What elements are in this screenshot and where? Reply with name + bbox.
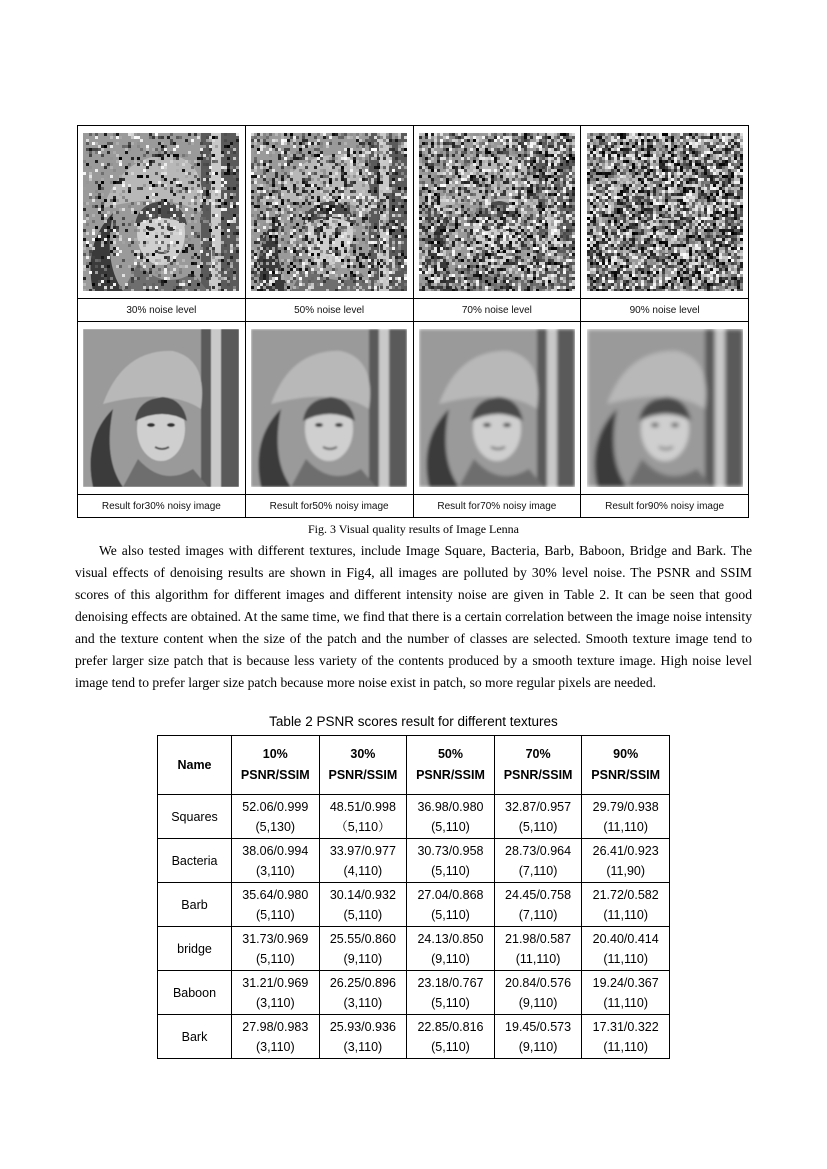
param-value: (5,110) [431, 1039, 470, 1054]
score-value: 26.25/0.896 [329, 975, 396, 990]
score-value: 31.73/0.969 [242, 931, 309, 946]
table-cell [232, 795, 320, 839]
result-caption-50: Result for50% noisy image [245, 495, 413, 518]
row-name-cell: Barb [158, 883, 232, 927]
score-value: 28.73/0.964 [505, 843, 572, 858]
header-metric: PSNR/SSIM [328, 768, 398, 782]
header-level: 50% [437, 747, 463, 761]
table-cell [407, 795, 495, 839]
score-value: 23.18/0.767 [417, 975, 484, 990]
table-row [158, 927, 670, 971]
figure-grid [77, 125, 749, 518]
table-cell [582, 927, 670, 971]
score-value: 38.06/0.994 [242, 843, 309, 858]
psnr-table [157, 735, 670, 1059]
param-value: (7,110) [518, 907, 558, 922]
score-value: 21.98/0.587 [505, 931, 572, 946]
score-value: 21.72/0.582 [592, 887, 659, 902]
noise-caption-90: 90% noise level [581, 299, 749, 322]
result-caption-30: Result for30% noisy image [78, 495, 246, 518]
table-cell [494, 795, 582, 839]
table-cell [494, 1015, 582, 1059]
param-value: (11,110) [603, 995, 649, 1010]
header-name-label: Name [177, 757, 212, 772]
table-cell [494, 883, 582, 927]
score-value: 33.97/0.977 [329, 843, 396, 858]
score-value: 36.98/0.980 [417, 799, 484, 814]
noisy-lenna-image-50 [251, 133, 407, 291]
header-metric: PSNR/SSIM [240, 768, 310, 782]
result-caption-70: Result for70% noisy image [413, 495, 581, 518]
score-value: 52.06/0.999 [242, 799, 309, 814]
param-value: (5,110) [255, 951, 295, 966]
param-value: (5,110) [431, 863, 470, 878]
header-metric: PSNR/SSIM [591, 768, 661, 782]
denoised-lenna-image-70 [419, 329, 575, 487]
score-value: 27.04/0.868 [417, 887, 484, 902]
table-cell [407, 883, 495, 927]
row-name-cell: bridge [158, 927, 232, 971]
table-cell [232, 839, 320, 883]
param-value: (9,110) [518, 1039, 558, 1054]
param-value: (5,110) [518, 819, 558, 834]
score-value: 30.73/0.958 [417, 843, 484, 858]
result-image-cell-30 [78, 322, 246, 495]
result-image-cell-90 [581, 322, 749, 495]
table-cell [582, 839, 670, 883]
score-value: 19.24/0.367 [592, 975, 659, 990]
noisy-lenna-image-30 [83, 133, 239, 291]
param-value: (9,110) [518, 995, 558, 1010]
score-value: 27.98/0.983 [242, 1019, 309, 1034]
noise-caption-50: 50% noise level [245, 299, 413, 322]
param-value: (9,110) [431, 951, 470, 966]
row-name-cell: Bark [158, 1015, 232, 1059]
param-value: (5,110) [431, 907, 470, 922]
row-name-cell: Baboon [158, 971, 232, 1015]
score-value: 32.87/0.957 [505, 799, 572, 814]
table-cell [407, 971, 495, 1015]
param-value: (5,130) [255, 819, 296, 834]
header-metric: PSNR/SSIM [416, 768, 485, 782]
table-cell [582, 971, 670, 1015]
header-name [158, 736, 232, 795]
param-value: (11,110) [603, 907, 649, 922]
param-value: (11,110) [603, 819, 649, 834]
header-level: 30% [350, 747, 376, 761]
param-value: (5,110) [431, 995, 470, 1010]
table-row [158, 839, 670, 883]
table-row [158, 795, 670, 839]
result-image-cell-70 [413, 322, 581, 495]
table-cell [319, 971, 407, 1015]
table-cell [232, 971, 320, 1015]
table-cell [232, 883, 320, 927]
param-value: (3,110) [343, 1039, 383, 1054]
score-value: 31.21/0.969 [242, 975, 309, 990]
param-value: (9,110) [343, 951, 383, 966]
noisy-image-cell-30 [78, 126, 246, 299]
param-value: (5,110) [255, 907, 295, 922]
header-50 [407, 736, 495, 795]
score-value: 30.14/0.932 [329, 887, 396, 902]
row-name-cell: Bacteria [158, 839, 232, 883]
figure-caption: Fig. 3 Visual quality results of Image Lenna [307, 522, 520, 536]
table-cell [232, 1015, 320, 1059]
score-value: 24.45/0.758 [505, 887, 572, 902]
header-90 [582, 736, 670, 795]
param-value: (3,110) [343, 995, 383, 1010]
noisy-lenna-image-70 [419, 133, 575, 291]
score-value: 25.93/0.936 [329, 1019, 396, 1034]
param-value: (11,90) [606, 863, 646, 878]
param-value: (4,110) [343, 863, 383, 878]
table-cell [582, 883, 670, 927]
table-cell [232, 927, 320, 971]
table-cell [407, 1015, 495, 1059]
header-metric: PSNR/SSIM [503, 768, 573, 782]
score-value: 17.31/0.322 [592, 1019, 659, 1034]
score-value: 35.64/0.980 [242, 887, 309, 902]
param-value: (11,110) [603, 1039, 649, 1054]
table-title: Table 2 PSNR scores result for different textures [269, 714, 558, 729]
noise-caption-70: 70% noise level [413, 299, 581, 322]
param-value: (3,110) [255, 995, 295, 1010]
param-value: (5,110) [343, 907, 383, 922]
table-cell [494, 839, 582, 883]
denoised-lenna-image-50 [251, 329, 407, 487]
header-level: 90% [613, 747, 639, 761]
score-value: 25.55/0.860 [329, 931, 396, 946]
param-value: (7,110) [518, 863, 558, 878]
table-cell [494, 927, 582, 971]
header-10 [232, 736, 320, 795]
table-cell [319, 839, 407, 883]
score-value: 20.40/0.414 [592, 931, 659, 946]
result-caption-90: Result for90% noisy image [581, 495, 749, 518]
param-value: (3,110) [255, 1039, 295, 1054]
table-cell [582, 1015, 670, 1059]
param-value: (3,110) [255, 863, 295, 878]
table-cell [319, 1015, 407, 1059]
score-value: 22.85/0.816 [417, 1019, 484, 1034]
table-row [158, 971, 670, 1015]
header-70 [494, 736, 582, 795]
header-level: 10% [262, 747, 288, 761]
denoised-lenna-image-30 [83, 329, 239, 487]
table-cell [319, 795, 407, 839]
table-cell [407, 927, 495, 971]
param-value: (11,110) [515, 951, 561, 966]
param-value: （5,110） [335, 819, 391, 834]
table-cell [407, 839, 495, 883]
score-value: 26.41/0.923 [592, 843, 659, 858]
noisy-lenna-image-90 [587, 133, 743, 291]
body-paragraph: We also tested images with different textures, include Image Square, Bacteria, Barb, Baboon, Bridge and Bark. The visual effects of denoising results are shown in Fig4, all images are polluted by 30% level noise. The PSNR and SSIM scores of this algorithm for different images and different intensity noise are given in Table 2. It can be seen that good denoising effects are obtained. At the same time, we find that there is a certain correlation between the image noise intensity and the texture content when the size of the patch and the number of classes are selected. Smooth texture image tend to prefer larger size patch that is because less variety of the contents produced by a smooth texture image. High noise level image tend to prefer larger size patch because more noise exist in patch, so more regular pixels are needed. [75, 543, 752, 690]
score-value: 29.79/0.938 [592, 799, 659, 814]
noisy-image-cell-90 [581, 126, 749, 299]
row-name-cell: Squares [158, 795, 232, 839]
table-header-row [158, 736, 670, 795]
param-value: (5,110) [431, 819, 470, 834]
table-row [158, 883, 670, 927]
noisy-image-cell-70 [413, 126, 581, 299]
result-image-cell-50 [245, 322, 413, 495]
denoised-lenna-image-90 [587, 329, 743, 487]
score-value: 20.84/0.576 [505, 975, 572, 990]
score-value: 19.45/0.573 [505, 1019, 572, 1034]
noise-caption-30: 30% noise level [78, 299, 246, 322]
table-row [158, 1015, 670, 1059]
header-level: 70% [525, 747, 551, 761]
score-value: 48.51/0.998 [329, 799, 396, 814]
table-cell [582, 795, 670, 839]
table-cell [494, 971, 582, 1015]
table-cell [319, 883, 407, 927]
noisy-image-cell-50 [245, 126, 413, 299]
header-30 [319, 736, 407, 795]
score-value: 24.13/0.850 [417, 931, 484, 946]
param-value: (11,110) [603, 951, 649, 966]
table-cell [319, 927, 407, 971]
